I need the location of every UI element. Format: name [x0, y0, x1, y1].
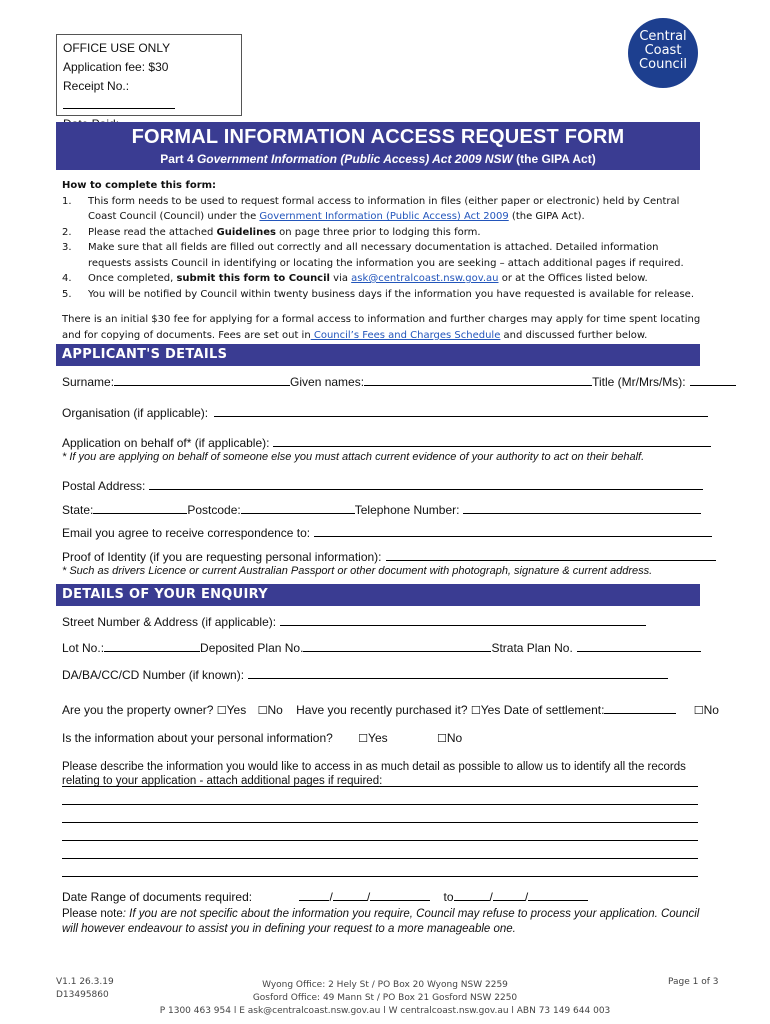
identity-row: [62, 549, 716, 564]
to-month-field[interactable]: [493, 889, 525, 901]
deposited-plan-label: Deposited Plan No.: [200, 641, 304, 655]
from-month-field[interactable]: [333, 889, 367, 901]
office-use-box: [56, 34, 242, 116]
lot-row: [62, 640, 701, 655]
footer-addresses: [150, 979, 620, 1018]
postal-label: Postal Address:: [62, 479, 146, 493]
to-day-field[interactable]: [454, 889, 490, 901]
date-separator: /: [366, 890, 371, 904]
form-title-band: [56, 122, 700, 170]
purchased-no-checkbox-icon[interactable]: ☐: [693, 704, 704, 717]
personal-no-label: No: [446, 731, 463, 745]
behalf-label: Application on behalf of* (if applicable):: [62, 436, 270, 450]
strata-plan-label: Strata Plan No.: [491, 641, 573, 655]
central-coast-council-logo: [628, 18, 698, 88]
identity-field[interactable]: [386, 549, 716, 561]
title-field[interactable]: [690, 374, 736, 386]
state-label: State:: [62, 503, 94, 517]
postcode-label: Postcode:: [187, 503, 241, 517]
contact-details: P 1300 463 954 l E ask@centralcoast.nsw.gov.au l W centralcoast.nsw.gov.au l ABN 73 149 644 003: [159, 1006, 611, 1016]
settlement-date-label: Yes Date of settlement:: [480, 703, 605, 717]
personal-info-question: Is the information about your personal information?: [62, 731, 333, 745]
date-range-label: Date Range of documents required:: [62, 890, 253, 904]
how-to-instructions: [62, 178, 702, 302]
fee-paragraph: [62, 312, 702, 343]
da-number-field[interactable]: [248, 667, 668, 679]
lot-field[interactable]: [104, 640, 200, 652]
owner-question: Are you the property owner?: [62, 703, 214, 717]
fee-text: and discussed further below.: [500, 329, 648, 341]
item-number: 1.: [62, 195, 72, 207]
item-text: (the GIPA Act).: [508, 211, 585, 222]
street-field[interactable]: [280, 614, 646, 626]
postal-row: [62, 478, 703, 493]
owner-yes-label: Yes: [226, 703, 247, 717]
owner-no-checkbox-icon[interactable]: ☐: [257, 704, 268, 717]
receipt-label: Receipt No.:: [63, 79, 130, 93]
logo-line-1: Central: [639, 29, 687, 44]
email-label: Email you agree to receive correspondence to:: [62, 526, 311, 540]
instruction-item: [62, 240, 702, 271]
description-line[interactable]: [62, 822, 698, 823]
version-number: V1.1 26.3.19: [56, 977, 114, 987]
telephone-field[interactable]: [463, 502, 701, 514]
to-label: to: [443, 890, 454, 904]
note-prefix: Please note: [62, 908, 123, 920]
item-number: 5.: [62, 288, 72, 300]
email-row: [62, 525, 712, 540]
email-link[interactable]: ask@centralcoast.nsw.gov.au: [351, 273, 499, 284]
da-row: [62, 667, 668, 682]
applicant-details-heading: APPLICANT'S DETAILS: [56, 344, 700, 366]
instruction-item: [62, 271, 702, 287]
logo-line-2: Coast: [644, 43, 682, 58]
office-use-title: OFFICE USE ONLY: [63, 41, 171, 55]
item-text: or at the Offices listed below.: [498, 273, 648, 284]
item-number: 2.: [62, 226, 72, 238]
title-label: Title (Mr/Mrs/Ms):: [592, 375, 686, 389]
street-label: Street Number & Address (if applicable):: [62, 615, 277, 629]
organisation-field[interactable]: [214, 405, 708, 417]
subtitle-suffix: (the GIPA Act): [516, 152, 596, 166]
item-text: via: [329, 273, 352, 284]
item-number: 4.: [62, 273, 72, 284]
how-to-title: How to complete this form:: [62, 180, 217, 191]
settlement-date-field[interactable]: [604, 702, 676, 714]
given-names-field[interactable]: [364, 374, 592, 386]
gipa-act-link[interactable]: Government Information (Public Access) Act 2009: [259, 211, 509, 222]
da-number-label: DA/BA/CC/CD Number (if known):: [62, 668, 245, 682]
guidelines-bold: Guidelines: [216, 226, 276, 238]
subtitle-act: Government Information (Public Access) Act 2009 NSW: [196, 152, 513, 166]
street-row: [62, 614, 646, 629]
item-number: 3.: [62, 242, 72, 253]
organisation-row: [62, 405, 708, 420]
item-text: You will be notified by Council within twenty business days if the information you have requested is available for release.: [88, 288, 695, 300]
from-year-field[interactable]: [370, 889, 430, 901]
subtitle-part: Part 4: [160, 152, 194, 166]
document-number: D13495860: [56, 990, 109, 1000]
surname-field[interactable]: [114, 374, 290, 386]
given-names-label: Given names:: [290, 375, 365, 389]
personal-info-row: [62, 731, 462, 745]
telephone-label: Telephone Number:: [354, 503, 460, 517]
date-range-row: [62, 889, 588, 904]
date-separator: /: [329, 890, 333, 904]
application-fee: Application fee: $30: [63, 60, 169, 74]
organisation-label: Organisation (if applicable):: [62, 406, 209, 420]
personal-yes-label: Yes: [368, 731, 388, 745]
item-text: on page three prior to lodging this form.: [275, 226, 481, 238]
item-text: Once completed,: [88, 273, 177, 284]
state-field[interactable]: [93, 502, 187, 514]
note-text: : If you are not specific about the information you require, Council may refuse to process your application. Council will however endeavour to assist you in defining your request to a more manageable one.: [62, 908, 700, 935]
behalf-field[interactable]: [273, 435, 711, 447]
owner-no-label: No: [267, 703, 283, 717]
personal-no-checkbox-icon[interactable]: ☐: [436, 732, 447, 745]
gosford-office: Gosford Office: 49 Mann St / PO Box 21 Gosford NSW 2250: [252, 993, 518, 1003]
date-separator: /: [489, 890, 493, 904]
owner-row: [62, 702, 719, 717]
date-separator: /: [524, 890, 529, 904]
owner-yes-checkbox-icon[interactable]: ☐: [216, 704, 227, 717]
deposited-plan-field[interactable]: [303, 640, 491, 652]
lot-label: Lot No.:: [62, 641, 105, 655]
personal-yes-checkbox-icon[interactable]: ☐: [358, 732, 369, 745]
description-line[interactable]: [62, 804, 698, 805]
item-text: Please read the attached: [88, 226, 217, 238]
purchased-no-label: No: [703, 703, 719, 717]
footer-version-block: [56, 976, 114, 1002]
description-line[interactable]: [62, 858, 698, 859]
receipt-field[interactable]: [63, 97, 175, 109]
page-number: Page 1 of 3: [668, 977, 719, 987]
instruction-item: [62, 287, 702, 303]
submit-bold: submit this form to Council: [176, 273, 330, 284]
strata-plan-field[interactable]: [577, 640, 701, 652]
state-row: [62, 502, 701, 517]
fees-schedule-link[interactable]: Council’s Fees and Charges Schedule: [310, 329, 501, 341]
purchased-question: Have you recently purchased it?: [296, 703, 468, 717]
wyong-office: Wyong Office: 2 Hely St / PO Box 20 Wyong NSW 2259: [262, 980, 508, 990]
email-field[interactable]: [314, 525, 712, 537]
to-year-field[interactable]: [528, 889, 588, 901]
instruction-item: [62, 225, 702, 241]
describe-instructions: Please describe the information you would like to access in as much detail as possible to allow us to identify all the records relating to your application - attach additional pages if required:: [62, 761, 686, 787]
form-subtitle: [56, 152, 700, 166]
behalf-row: [62, 435, 711, 450]
logo-line-3: Council: [639, 57, 687, 72]
postal-field[interactable]: [149, 478, 703, 490]
from-day-field[interactable]: [299, 889, 329, 901]
postcode-field[interactable]: [241, 502, 355, 514]
form-title: FORMAL INFORMATION ACCESS REQUEST FORM: [131, 126, 625, 148]
description-line[interactable]: [62, 840, 698, 841]
surname-label: Surname:: [62, 375, 115, 389]
enquiry-details-heading: DETAILS OF YOUR ENQUIRY: [56, 584, 700, 606]
name-row: [62, 374, 736, 389]
behalf-note: * If you are applying on behalf of someone else you must attach current evidence of your authority to act on their behalf.: [62, 451, 645, 463]
description-line[interactable]: [62, 876, 698, 877]
please-note: [62, 907, 702, 937]
purchased-yes-checkbox-icon[interactable]: ☐: [470, 704, 481, 717]
fee-text: There is an initial $30 fee for applying for a formal access to information and further charges may apply for time spent locating and for copying of documents. Fees are set out in: [62, 314, 701, 341]
instruction-item: [62, 194, 702, 225]
item-text: This form needs to be used to request formal access to information in files (either paper or electronic) held by Central Coast Council (Council) under the: [88, 195, 680, 222]
description-line[interactable]: [62, 786, 698, 787]
identity-label: Proof of Identity (if you are requesting personal information):: [62, 550, 382, 564]
item-text: Make sure that all fields are filled out correctly and all necessary documentation is attached. Detailed information requests assists Council in identifying or locating the information you are seeking – attach additional pages if required.: [88, 242, 684, 269]
identity-note: * Such as drivers Licence or current Australian Passport or other document with photograph, signature & current address.: [62, 565, 653, 577]
